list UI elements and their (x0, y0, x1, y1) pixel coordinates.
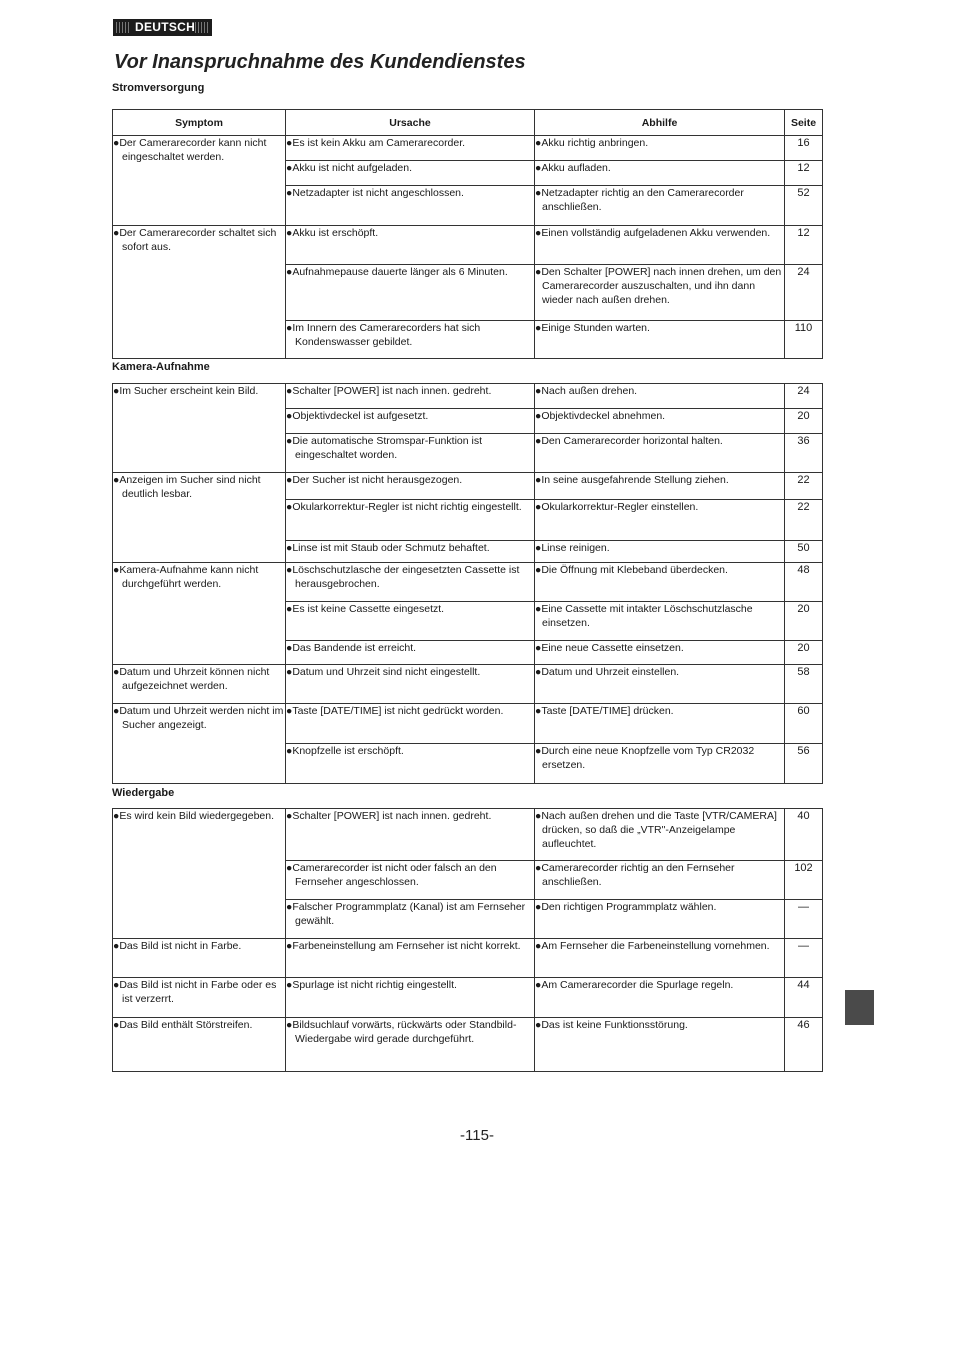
troubleshooting-table-camera (112, 383, 823, 784)
cause-cell (286, 136, 535, 161)
page-reference: 110 (785, 321, 823, 359)
remedy-cell (535, 641, 785, 665)
remedy-text: ●Camerarecorder richtig an den Fernseher anschließen. (535, 862, 735, 888)
section-thumb-tab (845, 990, 874, 1025)
remedy-text: ●Die Öffnung mit Klebeband überdecken. (535, 564, 728, 576)
cause-cell (286, 473, 535, 500)
page-reference: 22 (785, 500, 823, 541)
remedy-cell (535, 384, 785, 409)
page-reference: 24 (785, 265, 823, 321)
page-reference: 20 (785, 602, 823, 641)
cause-cell (286, 744, 535, 784)
remedy-text: ●Netzadapter richtig an den Camerarecorder anschließen. (535, 187, 744, 213)
symptom-text: ●Datum und Uhrzeit können nicht aufgezeichnet werden. (113, 666, 270, 692)
page-reference: 56 (785, 744, 823, 784)
cause-cell (286, 978, 535, 1018)
cause-cell (286, 563, 535, 602)
page-reference: 50 (785, 541, 823, 563)
page-number: -115- (460, 1127, 494, 1144)
cause-text: ●Okularkorrektur-Regler ist nicht richtig eingestellt. (286, 501, 522, 513)
cause-text: ●Es ist keine Cassette eingesetzt. (286, 603, 445, 615)
symptom-text: ●Kamera-Aufnahme kann nicht durchgeführt werden. (113, 564, 259, 590)
symptom-text: ●Datum und Uhrzeit werden nicht im Sucher angezeigt. (113, 705, 284, 731)
section-title-stromversorgung: Stromversorgung (112, 82, 205, 94)
page-reference: 22 (785, 473, 823, 500)
remedy-cell (535, 409, 785, 434)
cause-text: ●Objektivdeckel ist aufgesetzt. (286, 410, 429, 422)
remedy-cell (535, 563, 785, 602)
symptom-text: ●Anzeigen im Sucher sind nicht deutlich lesbar. (113, 474, 261, 500)
page-reference: 48 (785, 563, 823, 602)
section-title-kamera-aufnahme: Kamera-Aufnahme (112, 361, 210, 373)
cause-text: ●Datum und Uhrzeit sind nicht eingestellt. (286, 666, 481, 678)
page-reference: 40 (785, 809, 823, 861)
remedy-text: ●Am Camerarecorder die Spurlage regeln. (535, 979, 734, 991)
cause-text: ●Löschschutzlasche der eingesetzten Cassette ist herausgebrochen. (286, 564, 520, 590)
symptom-text: ●Das Bild ist nicht in Farbe. (113, 940, 242, 952)
column-header-remedy: Abhilfe (535, 110, 785, 136)
remedy-cell (535, 978, 785, 1018)
symptom-cell (113, 473, 286, 563)
table-row (113, 473, 823, 500)
page-reference: 46 (785, 1018, 823, 1072)
remedy-text: ●Den Camerarecorder horizontal halten. (535, 435, 723, 447)
page-reference: 44 (785, 978, 823, 1018)
column-header-symptom: Symptom (113, 110, 286, 136)
cause-cell (286, 409, 535, 434)
section-title-wiedergabe: Wiedergabe (112, 787, 175, 799)
page-title: Vor Inanspruchnahme des Kundendienstes (114, 51, 526, 73)
symptom-cell (113, 384, 286, 473)
symptom-cell (113, 226, 286, 359)
page-reference: — (785, 900, 823, 939)
remedy-text: ●Linse reinigen. (535, 542, 610, 554)
remedy-cell (535, 321, 785, 359)
remedy-cell (535, 602, 785, 641)
language-badge (113, 19, 212, 36)
page-reference: 12 (785, 161, 823, 186)
cause-cell (286, 500, 535, 541)
remedy-text: ●Den richtigen Programmplatz wählen. (535, 901, 717, 913)
remedy-cell (535, 809, 785, 861)
remedy-text: ●Durch eine neue Knopfzelle vom Typ CR2032 ersetzen. (535, 745, 755, 771)
page-reference: 12 (785, 226, 823, 265)
remedy-cell (535, 744, 785, 784)
remedy-text: ●Nach außen drehen. (535, 385, 638, 397)
remedy-cell (535, 1018, 785, 1072)
cause-text: ●Knopfzelle ist erschöpft. (286, 745, 404, 757)
remedy-text: ●Taste [DATE/TIME] drücken. (535, 705, 674, 717)
cause-cell (286, 321, 535, 359)
remedy-cell (535, 473, 785, 500)
cause-cell (286, 900, 535, 939)
column-header-page: Seite (785, 110, 823, 136)
cause-cell (286, 602, 535, 641)
remedy-cell (535, 136, 785, 161)
remedy-cell (535, 665, 785, 704)
table-header-row (113, 110, 823, 136)
page-reference: 20 (785, 641, 823, 665)
table-row (113, 939, 823, 978)
cause-text: ●Spurlage ist nicht richtig eingestellt. (286, 979, 457, 991)
remedy-cell (535, 434, 785, 473)
page-reference: 20 (785, 409, 823, 434)
cause-cell (286, 226, 535, 265)
symptom-text: ●Der Camerarecorder kann nicht eingeschaltet werden. (113, 137, 267, 163)
table-row (113, 384, 823, 409)
remedy-text: ●Einige Stunden warten. (535, 322, 650, 334)
cause-text: ●Linse ist mit Staub oder Schmutz behaftet. (286, 542, 490, 554)
cause-cell (286, 265, 535, 321)
page-reference: 36 (785, 434, 823, 473)
remedy-text: ●Den Schalter [POWER] nach innen drehen, um den Camerarecorder auszuschalten, und ihn dann wieder nach außen drehen. (535, 266, 782, 306)
table-row (113, 665, 823, 704)
symptom-cell (113, 939, 286, 978)
cause-text: ●Camerarecorder ist nicht oder falsch an den Fernseher angeschlossen. (286, 862, 497, 888)
remedy-text: ●Das ist keine Funktionsstörung. (535, 1019, 688, 1031)
symptom-text: ●Der Camerarecorder schaltet sich sofort aus. (113, 227, 277, 253)
remedy-cell (535, 226, 785, 265)
table-row (113, 226, 823, 265)
remedy-cell (535, 939, 785, 978)
cause-cell (286, 704, 535, 744)
symptom-cell (113, 704, 286, 784)
cause-text: ●Im Innern des Camerarecorders hat sich Kondenswasser gebildet. (286, 322, 481, 348)
symptom-text: ●Das Bild enthält Störstreifen. (113, 1019, 253, 1031)
troubleshooting-table-playback (112, 808, 823, 1072)
cause-text: ●Es ist kein Akku am Camerarecorder. (286, 137, 466, 149)
symptom-cell (113, 563, 286, 665)
table-row (113, 136, 823, 161)
language-label: DEUTSCH (135, 20, 196, 34)
page-reference: 60 (785, 704, 823, 744)
remedy-cell (535, 704, 785, 744)
remedy-text: ●Objektivdeckel abnehmen. (535, 410, 666, 422)
column-header-cause: Ursache (286, 110, 535, 136)
cause-text: ●Netzadapter ist nicht angeschlossen. (286, 187, 464, 199)
cause-text: ●Akku ist erschöpft. (286, 227, 379, 239)
symptom-cell (113, 1018, 286, 1072)
page-reference: 102 (785, 861, 823, 900)
remedy-cell (535, 265, 785, 321)
cause-cell (286, 434, 535, 473)
symptom-text: ●Das Bild ist nicht in Farbe oder es ist verzerrt. (113, 979, 277, 1005)
cause-text: ●Der Sucher ist nicht herausgezogen. (286, 474, 463, 486)
remedy-cell (535, 541, 785, 563)
cause-cell (286, 809, 535, 861)
cause-text: ●Aufnahmepause dauerte länger als 6 Minuten. (286, 266, 508, 278)
remedy-text: ●Okularkorrektur-Regler einstellen. (535, 501, 699, 513)
cause-text: ●Farbeneinstellung am Fernseher ist nicht korrekt. (286, 940, 521, 952)
page-reference: 52 (785, 186, 823, 226)
cause-text: ●Das Bandende ist erreicht. (286, 642, 417, 654)
remedy-cell (535, 500, 785, 541)
remedy-text: ●Nach außen drehen und die Taste [VTR/CAMERA] drücken, so daß die „VTR"-Anzeigelampe aufleuchtet. (535, 810, 777, 850)
page-reference: 58 (785, 665, 823, 704)
cause-text: ●Akku ist nicht aufgeladen. (286, 162, 412, 174)
table-row (113, 1018, 823, 1072)
cause-text: ●Schalter [POWER] ist nach innen. gedreht. (286, 810, 492, 822)
cause-text: ●Die automatische Stromspar-Funktion ist eingeschaltet worden. (286, 435, 482, 461)
cause-cell (286, 641, 535, 665)
cause-cell (286, 186, 535, 226)
symptom-cell (113, 136, 286, 226)
remedy-text: ●Einen vollständig aufgeladenen Akku verwenden. (535, 227, 771, 239)
troubleshooting-table-power (112, 109, 823, 359)
symptom-cell (113, 809, 286, 939)
table-row (113, 704, 823, 744)
remedy-cell (535, 186, 785, 226)
table-row (113, 809, 823, 861)
cause-cell (286, 1018, 535, 1072)
cause-text: ●Schalter [POWER] ist nach innen. gedreht. (286, 385, 492, 397)
table-row (113, 563, 823, 602)
remedy-text: ●Datum und Uhrzeit einstellen. (535, 666, 680, 678)
remedy-text: ●In seine ausgefahrende Stellung ziehen. (535, 474, 729, 486)
symptom-text: ●Im Sucher erscheint kein Bild. (113, 385, 259, 397)
cause-text: ●Taste [DATE/TIME] ist nicht gedrückt worden. (286, 705, 504, 717)
remedy-text: ●Eine Cassette mit intakter Löschschutzlasche einsetzen. (535, 603, 753, 629)
page-reference: 16 (785, 136, 823, 161)
symptom-text: ●Es wird kein Bild wiedergegeben. (113, 810, 275, 822)
cause-cell (286, 541, 535, 563)
cause-cell (286, 384, 535, 409)
table-row (113, 978, 823, 1018)
cause-text: ●Bildsuchlauf vorwärts, rückwärts oder Standbild-Wiedergabe wird gerade durchgeführt. (286, 1019, 517, 1045)
page-reference: 24 (785, 384, 823, 409)
remedy-cell (535, 161, 785, 186)
remedy-text: ●Am Fernseher die Farbeneinstellung vornehmen. (535, 940, 770, 952)
cause-cell (286, 665, 535, 704)
cause-cell (286, 161, 535, 186)
remedy-text: ●Eine neue Cassette einsetzen. (535, 642, 684, 654)
symptom-cell (113, 978, 286, 1018)
remedy-text: ●Akku richtig anbringen. (535, 137, 649, 149)
cause-cell (286, 939, 535, 978)
cause-text: ●Falscher Programmplatz (Kanal) ist am Fernseher gewählt. (286, 901, 526, 927)
page-reference: — (785, 939, 823, 978)
cause-cell (286, 861, 535, 900)
symptom-cell (113, 665, 286, 704)
remedy-text: ●Akku aufladen. (535, 162, 611, 174)
remedy-cell (535, 900, 785, 939)
remedy-cell (535, 861, 785, 900)
